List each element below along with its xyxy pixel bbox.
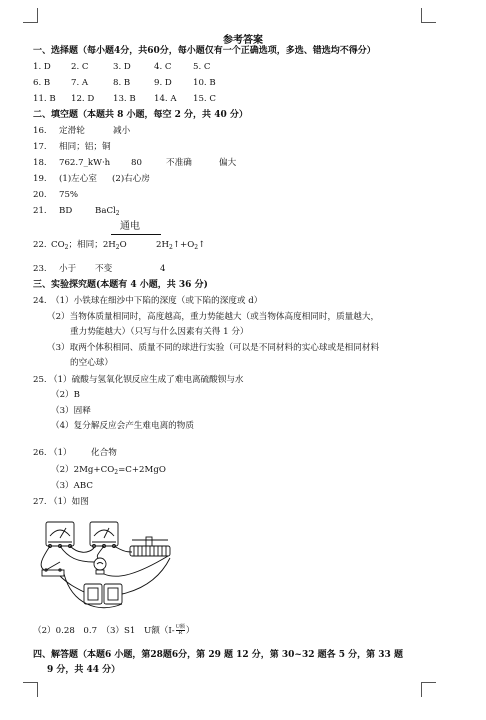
question-number: 20. [33, 190, 47, 200]
answer-q25-line-3: （3）固释 [51, 406, 91, 416]
choice-answer: 3. D [113, 62, 131, 72]
crop-mark-bottom-left [23, 682, 38, 697]
crop-mark-top-right [421, 8, 436, 23]
question-number: 21. [33, 206, 47, 216]
fraction [176, 625, 185, 636]
answer-q26-line-2: $(2)2Mg+CO_2=C+2MgO$ [51, 465, 166, 476]
answer-q27-line-2 [33, 625, 195, 637]
choice-answer: 14. A [154, 94, 177, 104]
question-number: 18. [33, 158, 47, 168]
choice-answer: 1. D [33, 62, 51, 72]
question-number: 25. [33, 375, 47, 385]
choice-answer: 10. B [193, 78, 216, 88]
choice-answer: 2. C [71, 62, 89, 72]
bulb-icon [94, 558, 106, 574]
section-4-heading-continued: 9 分，共 44 分） [47, 665, 121, 675]
choice-answer: 4. C [154, 62, 172, 72]
wire-icon [41, 546, 170, 608]
answer-q24-line-2: （2）当物体质量相同时，高度越高，重力势能越大（或当物体高度相同时，质量越大， [47, 312, 380, 322]
answer-formula: $2H_2↑+O_2↑$ [156, 240, 206, 251]
reaction-condition: 通电 [120, 221, 140, 232]
answer-text: ） [185, 626, 195, 636]
question-number: 23. [33, 264, 47, 274]
switch-icon [42, 562, 64, 576]
answer-formula: BaCl$_2$ [95, 206, 120, 217]
question-number: 16. [33, 126, 47, 136]
reaction-arrow-line [111, 234, 161, 235]
page-title: 参考答案 [223, 35, 263, 46]
answer-text: 80 [131, 158, 142, 168]
answer-text: BD [59, 206, 73, 216]
fraction-numerator: U额 [175, 624, 185, 630]
crop-mark-top-left [23, 8, 38, 23]
fraction-denominator: R [178, 630, 183, 636]
question-number: 24. [33, 296, 47, 306]
answer-text: 偏大 [219, 158, 237, 168]
answer-q24-line-5: 的空心球） [70, 358, 113, 368]
circuit-diagram [38, 518, 178, 614]
choice-answer: 15. C [193, 94, 216, 104]
answer-q24-line-3: 重力势能越大）（只写与什么因素有关得 1 分） [70, 327, 249, 337]
answer-text: 762.7_kW·h [59, 158, 111, 168]
answer-text: （1）如图 [49, 497, 89, 507]
answer-text: （1） [49, 448, 72, 458]
question-number: 27. [33, 497, 47, 507]
question-number: 26. [33, 448, 47, 458]
section-2-heading: 二、填空题（本题共 8 小题，每空 2 分，共 40 分） [33, 110, 248, 120]
choice-answer: 11. B [33, 94, 56, 104]
answer-text: 相同；铝；铜 [59, 142, 111, 152]
ammeter-icon [90, 522, 118, 548]
answer-text: (2)右心房 [112, 174, 150, 184]
answer-text: 小于 [59, 264, 77, 274]
section-1-heading: 一、选择题（每小题4分，共60分，每小题仅有一个正确选项，多选、错选均不得分） [33, 46, 376, 56]
question-number: 19. [33, 174, 47, 184]
answer-text: 不准确 [166, 158, 192, 168]
answer-formula: $CO_2$；相同；$2H_2O$ [51, 240, 127, 251]
answer-text: （1）硫酸与氢氧化钡反应生成了难电离硫酸钡与水 [49, 375, 244, 385]
answer-text: 75% [59, 190, 79, 200]
answer-text: （1）小铁球在细沙中下陷的深度（或下陷的深度或 d） [51, 296, 263, 306]
voltmeter-icon [46, 522, 74, 548]
choice-answer: 13. B [113, 94, 136, 104]
section-4-heading: 四、解答题（本题6 小题，第28题6分，第 29 题 12 分，第 30~32 题各 5 分，第 33 题 [33, 650, 403, 660]
answer-text: 减小 [113, 126, 131, 136]
answer-text: (1)左心室 [59, 174, 97, 184]
answer-text: 化合物 [91, 448, 117, 458]
question-number: 17. [33, 142, 47, 152]
answer-q25-line-2: （2）B [51, 390, 80, 400]
answer-text: （2）0.28 0.7 （3）S1 U额（I- [33, 626, 175, 636]
choice-answer: 9. D [154, 78, 172, 88]
answer-text: 不变 [95, 264, 113, 274]
choice-answer: 5. C [193, 62, 211, 72]
choice-answer: 12. D [71, 94, 95, 104]
question-number: 22. [33, 240, 47, 250]
answer-text: 4 [160, 264, 166, 274]
choice-answer: 6. B [33, 78, 51, 88]
answer-text: 定滑轮 [59, 126, 85, 136]
battery-icon [84, 584, 122, 604]
section-3-heading: 三、实验探究题(本题有 4 小题，共 36 分) [33, 280, 208, 290]
choice-answer: 7. A [71, 78, 89, 88]
crop-mark-bottom-right [421, 682, 436, 697]
answer-q26-line-3: （3）ABC [51, 481, 93, 491]
answer-q24-line-4: （3）取两个体积相同、质量不同的球进行实验（可以是不同材料的实心球或是相同材料 [47, 343, 380, 353]
choice-answer: 8. B [113, 78, 131, 88]
rheostat-icon [130, 537, 170, 556]
answer-q25-line-4: （4）复分解反应会产生难电离的物质 [51, 421, 194, 431]
